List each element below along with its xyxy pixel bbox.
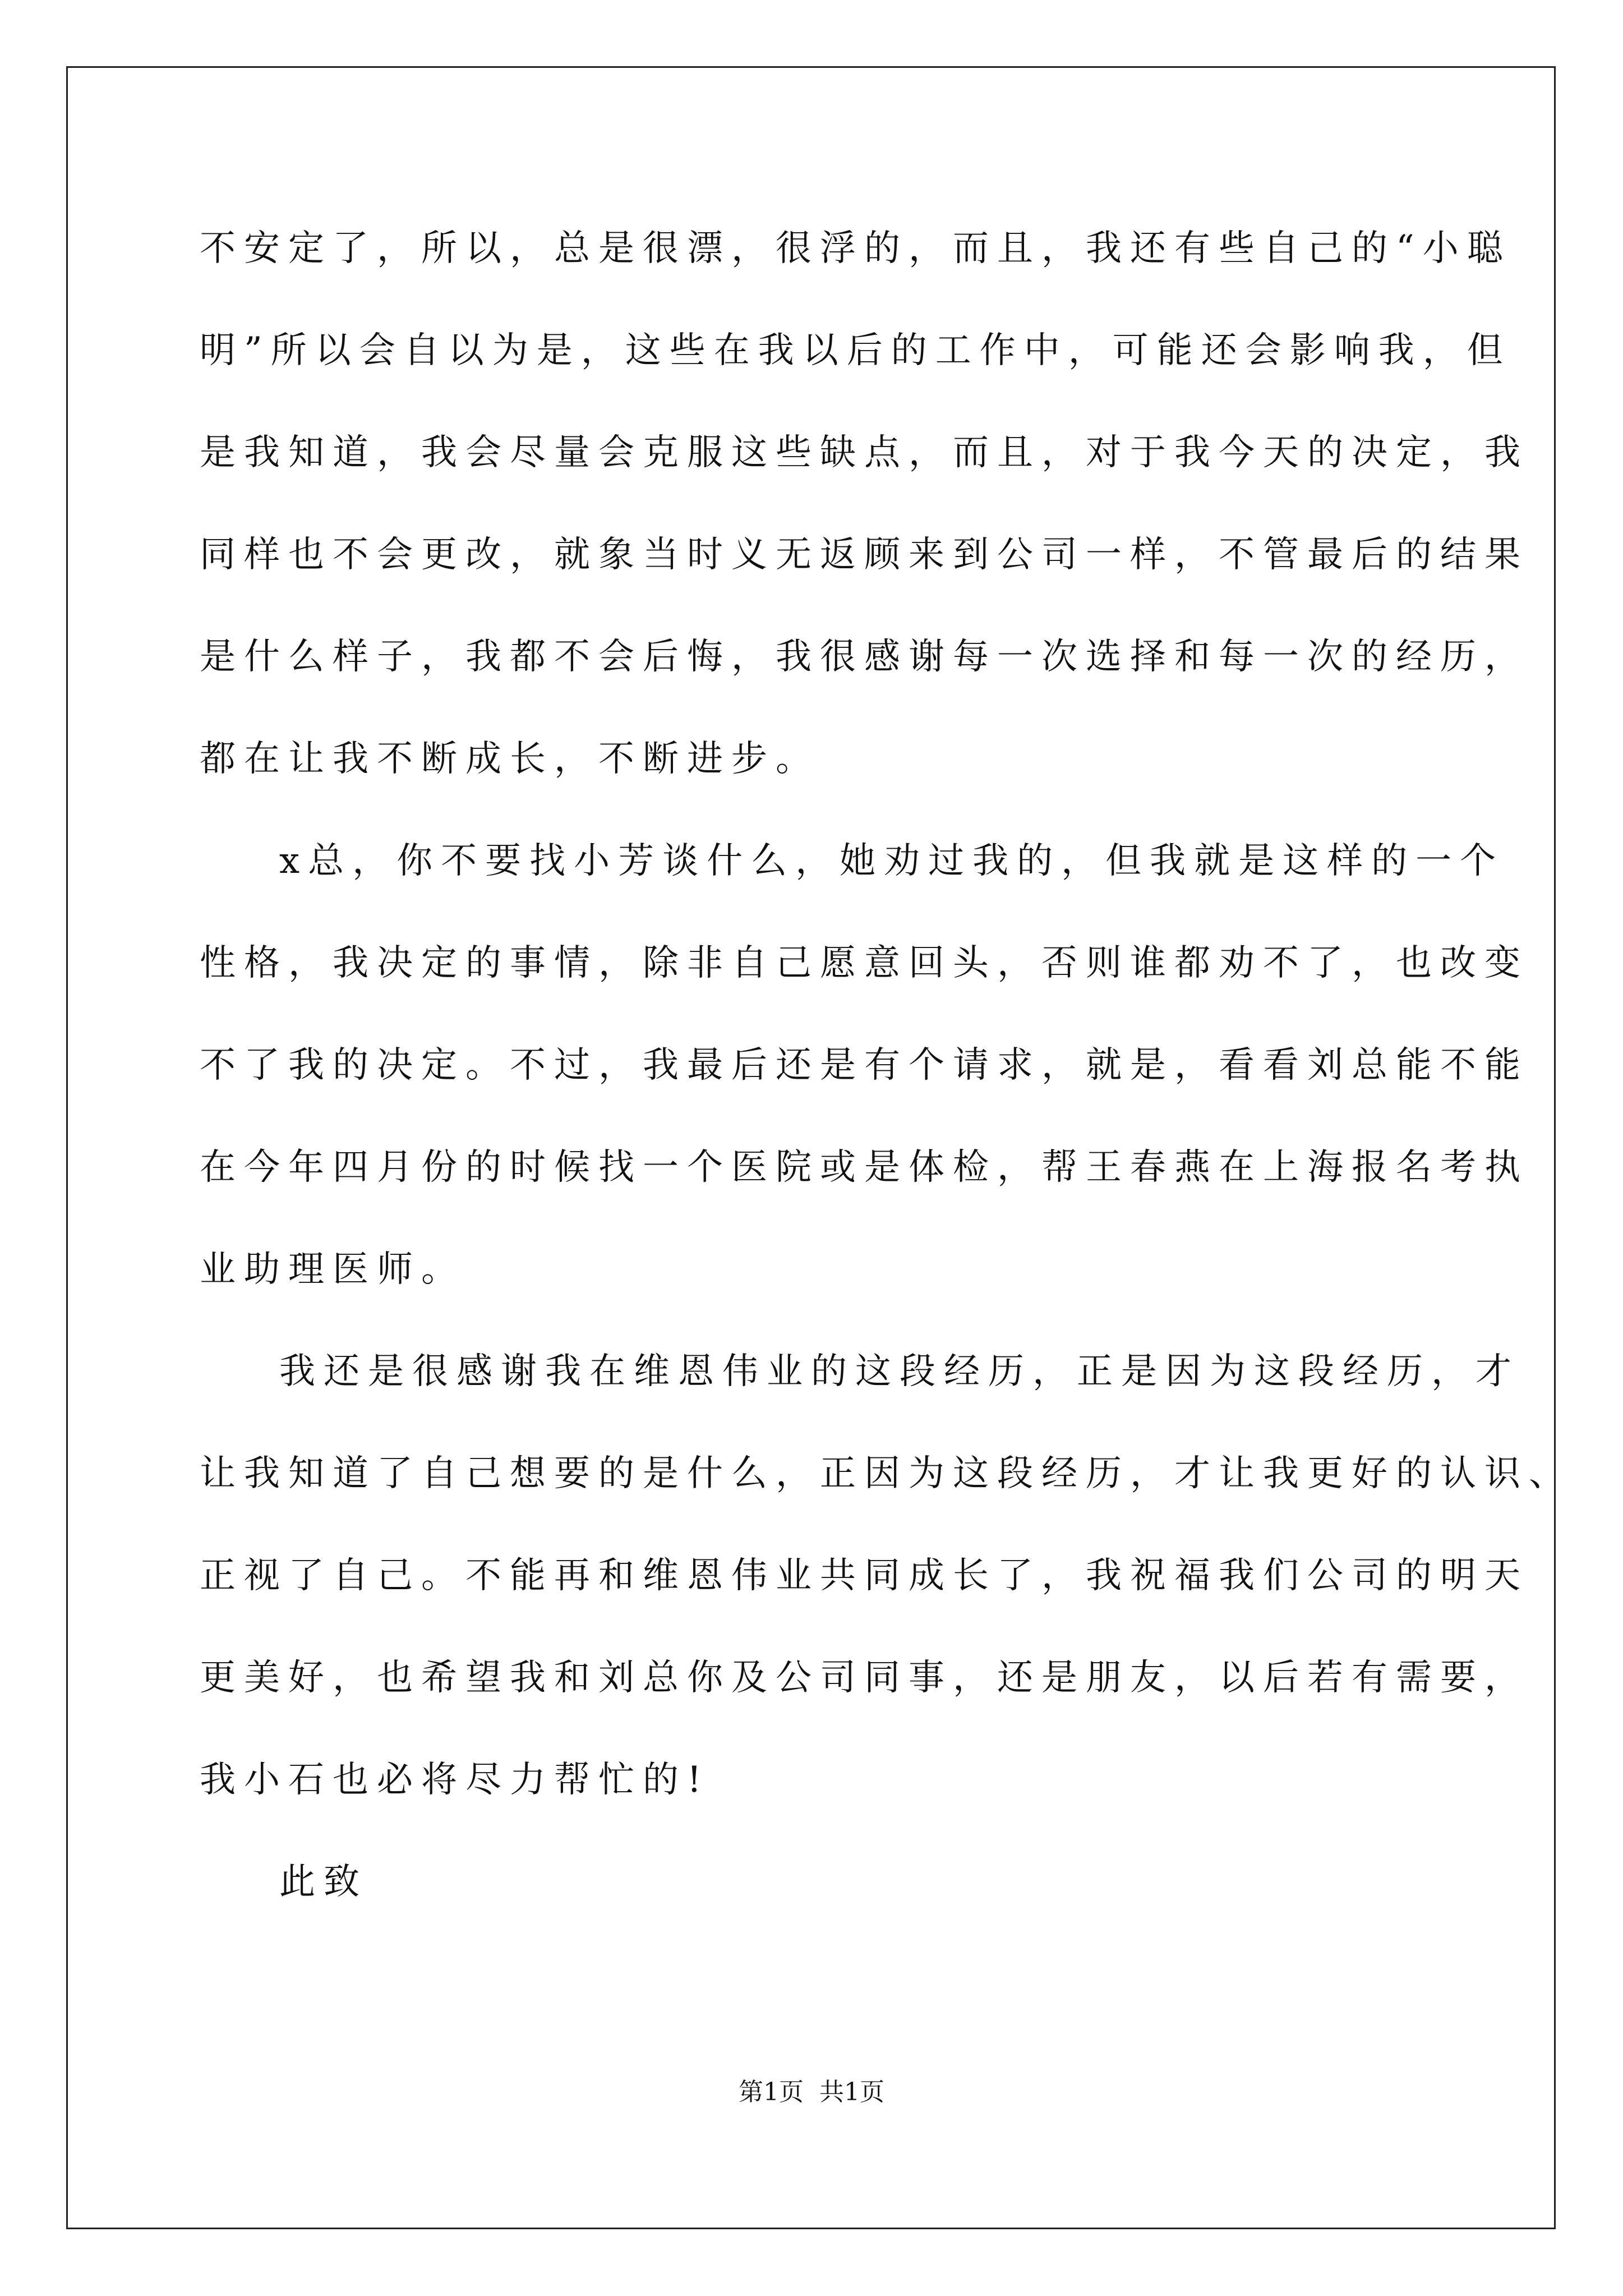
text-line: 明”所以会自以为是，这些在我以后的工作中，可能还会影响我，但 (200, 330, 1511, 371)
text-line: 性格，我决定的事情，除非自己愿意回头，否则谁都劝不了，也改变 (200, 942, 1529, 984)
text-line: 是我知道，我会尽量会克服这些缺点，而且，对于我今天的决定，我 (200, 432, 1529, 473)
text-line: 是什么样子，我都不会后悔，我很感谢每一次选择和每一次的经历， (200, 636, 1529, 678)
text-line: 都在让我不断成长，不断进步。 (200, 738, 820, 780)
text-line: 正视了自己。不能再和维恩伟业共同成长了，我祝福我们公司的明天 (200, 1555, 1529, 1596)
text-line: 在今年四月份的时候找一个医院或是体检，帮王春燕在上海报名考执 (200, 1147, 1529, 1188)
text-line: 我小石也必将尽力帮忙的! (200, 1759, 710, 1801)
text-line: 不安定了，所以，总是很漂，很浮的，而且，我还有些自己的“小聪 (200, 228, 1511, 269)
text-line: x总，你不要找小芳谈什么，她劝过我的，但我就是这样的一个 (279, 840, 1505, 882)
text-line: 业助理医师。 (200, 1249, 465, 1290)
paragraph-3 (200, 1320, 1573, 1831)
text-line: 更美好，也希望我和刘总你及公司同事，还是朋友，以后若有需要， (200, 1657, 1529, 1699)
text-line: 同样也不会更改，就象当时义无返顾来到公司一样，不管最后的结果 (200, 534, 1529, 576)
page-footer (0, 2076, 1623, 2109)
document-body (200, 197, 1573, 1933)
page-number-label: 第1页 共1页 (739, 2078, 884, 2106)
paragraph-2 (200, 810, 1529, 1320)
text-line: 不了我的决定。不过，我最后还是有个请求，就是，看看刘总能不能 (200, 1045, 1529, 1086)
closing-salutation: 此致 (279, 1861, 368, 1903)
text-line: 我还是很感谢我在维恩伟业的这段经历，正是因为这段经历，才 (279, 1351, 1520, 1392)
paragraph-closing (200, 1831, 1490, 1933)
text-line: 让我知道了自己想要的是什么，正因为这段经历，才让我更好的认识、 (200, 1453, 1573, 1494)
paragraph-1 (200, 197, 1529, 810)
